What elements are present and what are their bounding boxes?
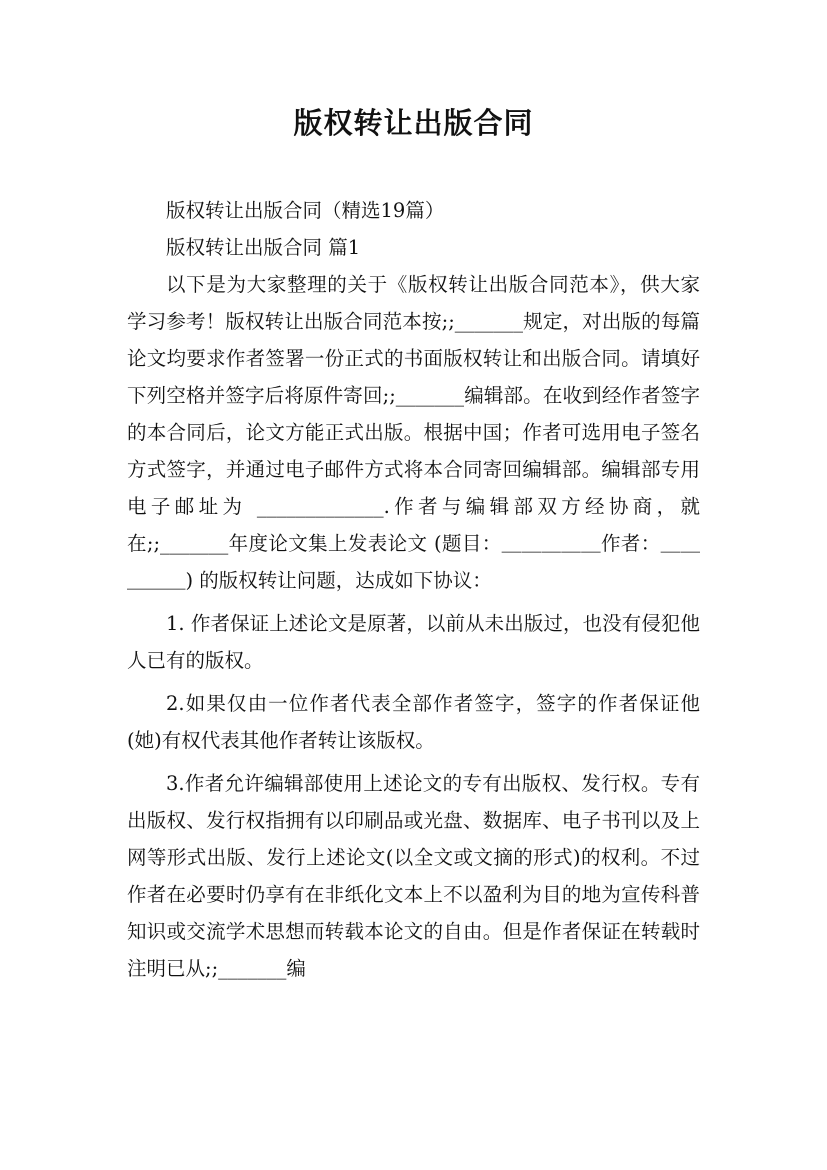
paragraph-section-heading: 版权转让出版合同 篇1 bbox=[166, 236, 361, 259]
paragraph-subtitle: 版权转让出版合同（精选19篇） bbox=[166, 199, 445, 222]
paragraph-clause-1: 1. 作者保证上述论文是原著，以前从未出版过，也没有侵犯他人已有的版权。 bbox=[127, 612, 700, 672]
paragraph-intro: 以下是为大家整理的关于《版权转让出版合同范本》，供大家学习参考！版权转让出版合同范本按;;_______规定，对出版的每篇论文均要求作者签署一份正式的书面版权转让和出版合同。请填好下列空格并签字后将原件寄回;;_______编辑部。在收到经作者签字的本合同后，论文方能正式出版。根据中国；作者可选用电子签名方式签字，并通过电子邮件方式将本合同寄回编辑部。编辑部专用电子邮址为 _____________.作者与编辑部双方经协商，就在;;_______年度论文集上发表论文 (题目：＿＿＿＿＿作者：＿＿＿＿＿) 的版权转让问题，达成如下协议： bbox=[127, 273, 700, 592]
document-body bbox=[127, 192, 700, 987]
paragraph-clause-2: 2.如果仅由一位作者代表全部作者签字，签字的作者保证他(她)有权代表其他作者转让该版权。 bbox=[127, 692, 700, 752]
paragraph-clause-3: 3.作者允许编辑部使用上述论文的专有出版权、发行权。专有出版权、发行权指拥有以印刷品或光盘、数据库、电子书刊以及上网等形式出版、发行上述论文(以全文或文摘的形式)的权利。不过作者在必要时仍享有在非纸化文本上不以盈利为目的地为宣传科普知识或交流学术思想而转载本论文的自由。但是作者保证在转载时注明已从;;_______编 bbox=[127, 772, 700, 980]
document-title: 版权转让出版合同 bbox=[293, 106, 534, 140]
